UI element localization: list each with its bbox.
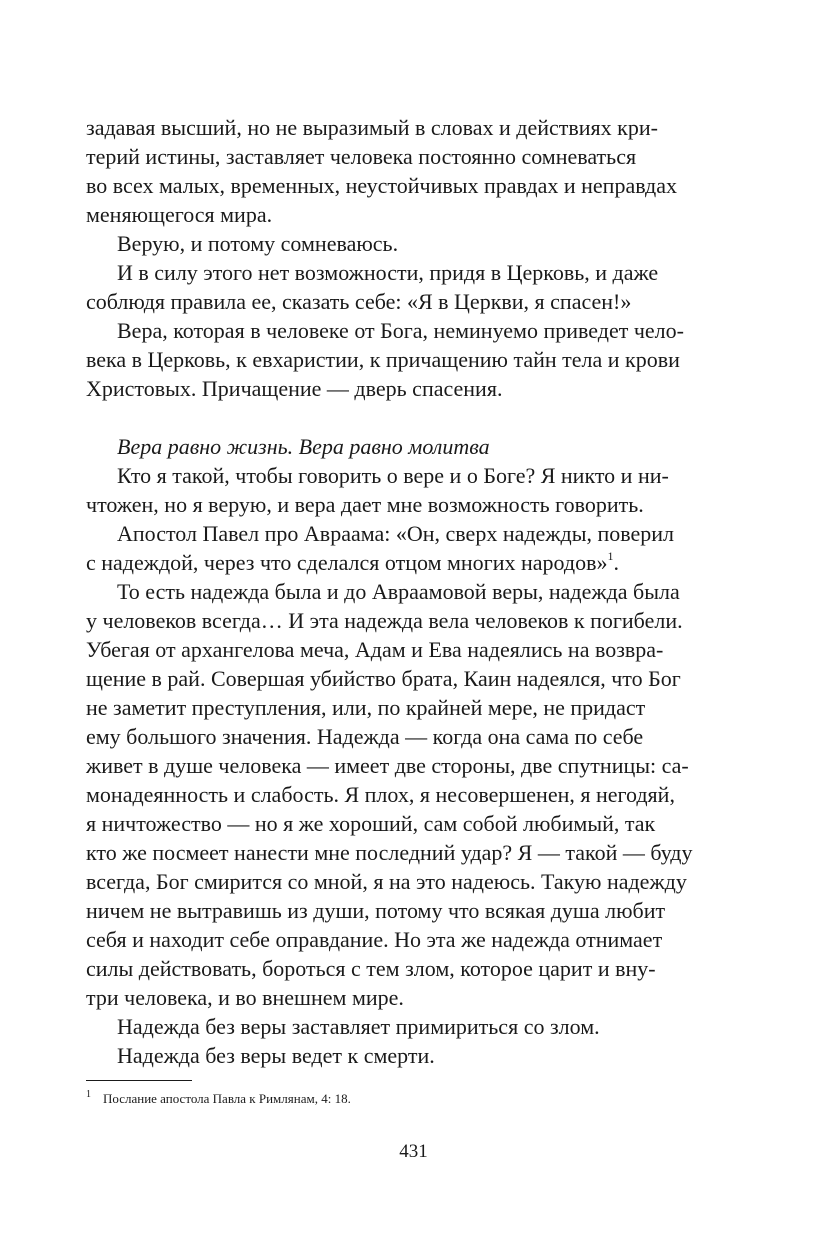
text-line (0, 722, 827, 752)
text-line (0, 954, 827, 984)
section-heading (0, 432, 827, 462)
text-line (0, 490, 827, 520)
text-line-content: Кто я такой, чтобы говорить о вере и о Боге? Я никто и ни- (117, 463, 669, 488)
text-line (0, 345, 827, 375)
text-line-content: щение в рай. Совершая убийство брата, Каин надеялся, что Бог (86, 666, 681, 691)
sentence-period: . (613, 550, 619, 575)
text-line-content: То есть надежда была и до Авраамовой веры, надежда была (117, 579, 680, 604)
text-line-content: у человеков всегда… И эта надежда вела человеков к погибели. (86, 608, 683, 633)
text-line-content: ничем не вытравишь из души, потому что всякая душа любит (86, 898, 666, 923)
text-line-content: Вера, которая в человеке от Бога, неминуемо приведет чело- (117, 318, 684, 343)
text-line-content: ему большого значения. Надежда — когда она сама по себе (86, 724, 644, 749)
text-line (0, 983, 827, 1013)
text-line-content: Апостол Павел про Авраама: «Он, сверх надежды, поверил (117, 521, 675, 546)
text-line (0, 316, 827, 346)
text-line-content: три человека, и во внешнем мире. (86, 985, 404, 1010)
footnote-text: Послание апостола Павла к Римлянам, 4: 18. (103, 1091, 351, 1106)
text-line-content: задавая высший, но не выразимый в словах и действиях кри- (86, 115, 658, 140)
text-line (0, 751, 827, 781)
text-line (0, 838, 827, 868)
text-line-content: я ничтожество — но я же хороший, сам собой любимый, так (86, 811, 656, 836)
text-line-content: кто же посмеет нанести мне последний удар? Я — такой — буду (86, 840, 693, 865)
text-line (0, 258, 827, 288)
text-line (0, 1041, 827, 1071)
footnote-mark: 1 (86, 1089, 91, 1100)
text-line-content: Убегая от архангелова меча, Адам и Ева надеялись на возвра- (86, 637, 664, 662)
text-line (0, 896, 827, 926)
text-line (0, 867, 827, 897)
text-line-content: чтожен, но я верую, и вера дает мне возможность говорить. (86, 492, 644, 517)
text-line-content (86, 548, 619, 578)
section-heading-text: Вера равно жизнь. Вера равно молитва (117, 434, 490, 459)
text-line-content: силы действовать, бороться с тем злом, которое царит и вну- (86, 956, 656, 981)
page-number: 431 (399, 1141, 428, 1162)
text-line-content: соблюдя правила ее, сказать себе: «Я в Церкви, я спасен!» (86, 289, 632, 314)
text-line-content: века в Церковь, к евхаристии, к причащению тайн тела и крови (86, 347, 680, 372)
text-line-content: меняющегося мира. (86, 202, 273, 227)
text-line (0, 548, 827, 578)
text-line (0, 229, 827, 259)
text-line-content: И в силу этого нет возможности, придя в Церковь, и даже (117, 260, 659, 285)
text-line (0, 1012, 827, 1042)
text-line (0, 287, 827, 317)
text-line (0, 664, 827, 694)
footnote-divider (86, 1080, 192, 1081)
text-line (0, 113, 827, 143)
text-line-content: живет в душе человека — имеет две стороны, две спутницы: са- (86, 753, 689, 778)
text-line (0, 577, 827, 607)
quote-text: с надеждой, через что сделался отцом многих народов» (86, 550, 608, 575)
text-line (0, 461, 827, 491)
text-line (0, 519, 827, 549)
text-line-content: Христовых. Причащение — дверь спасения. (86, 376, 503, 401)
text-line (0, 635, 827, 665)
text-line-content: не заметит преступления, или, по крайней мере, не придаст (86, 695, 646, 720)
text-line (0, 925, 827, 955)
text-line (0, 142, 827, 172)
text-line (0, 606, 827, 636)
text-line-content: Надежда без веры ведет к смерти. (117, 1043, 435, 1068)
text-line (0, 171, 827, 201)
text-line (0, 693, 827, 723)
footnote-reference[interactable]: 1 (607, 549, 614, 563)
text-line-content: Верую, и потому сомневаюсь. (117, 231, 399, 256)
text-line (0, 780, 827, 810)
text-line-content: себя и находит себе оправдание. Но эта же надежда отнимает (86, 927, 663, 952)
text-line-content: всегда, Бог смирится со мной, я на это надеюсь. Такую надежду (86, 869, 687, 894)
text-line (0, 809, 827, 839)
text-line-content: Надежда без веры заставляет примириться со злом. (117, 1014, 600, 1039)
text-line-content: терий истины, заставляет человека постоянно сомневаться (86, 144, 637, 169)
text-line (0, 374, 827, 404)
text-line-content: монадеянность и слабость. Я плох, я несовершенен, я негодяй, (86, 782, 675, 807)
text-line-content: во всех малых, временных, неустойчивых правдах и неправдах (86, 173, 678, 198)
text-line (0, 200, 827, 230)
